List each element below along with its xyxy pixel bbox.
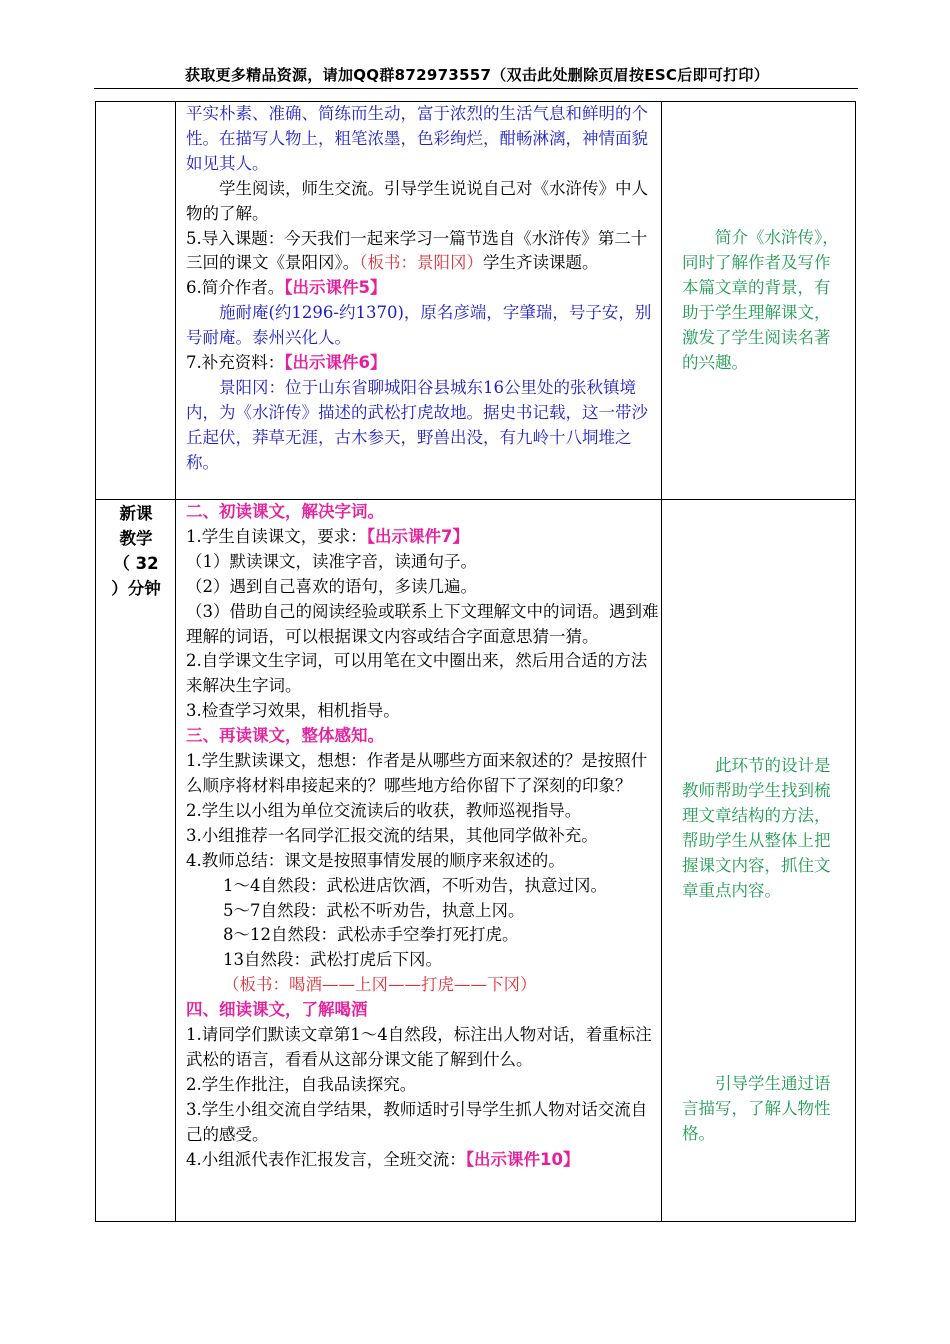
- paragraph: 4.小组派代表作汇报发言，全班交流：【出示课件10】: [186, 1149, 580, 1169]
- stage-label: ）分钟: [111, 579, 161, 598]
- paragraph: 3.检查学习效果，相机指导。: [186, 701, 400, 721]
- slide-tag: 【出示课件6】: [284, 353, 387, 373]
- design-note: 此环节的设计是教师帮助学生找到梳理文章结构的方法，帮助学生从整体上把握课文内容，抓住文章重点内容。: [682, 756, 831, 900]
- paragraph: （1）默读课文，读准字音，读通句子。: [186, 551, 477, 571]
- paragraph: 平实朴素、准确、简练而生动，富于浓烈的生活气息和鲜明的个性。在描写人物上，粗笔浓墨，色彩绚烂，酣畅淋漓，神情面貌如见其人。: [186, 104, 648, 173]
- stage-label: （ 32: [113, 554, 159, 573]
- table-row: [96, 102, 856, 500]
- stage-cell: [96, 500, 176, 1222]
- design-note: 引导学生通过语言描写，了解人物性格。: [682, 1074, 831, 1143]
- stage-label: 新课: [119, 504, 153, 523]
- paragraph: 6.简介作者。【出示课件5】: [186, 278, 387, 298]
- slide-tag: 【出示课件5】: [284, 278, 387, 298]
- paragraph: 5.导入课题：今天我们一起来学习一篇节选自《水浒传》第二十三回的课文《景阳冈》。（板书：景阳冈）学生齐读课题。: [186, 228, 648, 273]
- paragraph: 3.小组推荐一名同学汇报交流的结果，其他同学做补充。: [186, 825, 598, 845]
- paragraph: 4.教师总结：课文是按照事情发展的顺序来叙述的。: [186, 850, 565, 870]
- process-cell: [176, 500, 662, 1222]
- paragraph: 8～12自然段：武松赤手空拳打死打虎。: [223, 925, 519, 945]
- design-intent-cell: [662, 500, 856, 1222]
- section-title: 四、细读课文，了解喝酒: [186, 1000, 368, 1020]
- paragraph: 5～7自然段：武松不听劝告，执意上冈。: [223, 900, 525, 920]
- design-intent-cell: [662, 102, 856, 500]
- section-title: 三、再读课文，整体感知。: [186, 726, 384, 746]
- paragraph: 7.补充资料：【出示课件6】: [186, 353, 387, 373]
- paragraph: 2.学生作批注，自我品读探究。: [186, 1074, 417, 1094]
- paragraph: 1.请同学们默读文章第1～4自然段，标注出人物对话，着重标注武松的语言，看看从这部分课文能了解到什么。: [186, 1025, 652, 1069]
- stage-label: 教学: [119, 529, 153, 548]
- paragraph: 景阳冈：位于山东省聊城阳谷县城东16公里处的张秋镇境内，为《水浒传》描述的武松打虎故地。据史书记载，这一带沙丘起伏，莽草无涯，古木参天，野兽出没，有九岭十八垌堆之称。: [186, 377, 648, 472]
- paragraph: 1.学生自读课文，要求：【出示课件7】: [186, 526, 469, 546]
- process-cell: [176, 102, 662, 500]
- lesson-table: [95, 101, 856, 1222]
- slide-tag: 【出示课件10】: [465, 1149, 580, 1169]
- paragraph: 1～4自然段：武松进店饮酒，不听劝告，执意过冈。: [223, 875, 607, 895]
- header-rule: [94, 88, 858, 89]
- paragraph: 施耐庵(约1296-约1370)，原名彦端，字肇瑞，号子安，别号耐庵。泰州兴化人。: [186, 303, 652, 348]
- stage-cell: [96, 102, 176, 500]
- table-row: [96, 500, 856, 1222]
- slide-tag: 【出示课件7】: [366, 526, 469, 546]
- paragraph: 学生阅读，师生交流。引导学生说说自己对《水浒传》中人物的了解。: [186, 178, 648, 223]
- board-note: （板书：喝酒——上冈——打虎——下冈）: [223, 975, 537, 995]
- paragraph: 2.自学课文生字词，可以用笔在文中圈出来，然后用合适的方法来解决生字词。: [186, 651, 648, 696]
- board-note: （板书：景阳冈）: [359, 253, 483, 273]
- paragraph: 3.学生小组交流自学结果，教师适时引导学生抓人物对话交流自己的感受。: [186, 1099, 648, 1144]
- paragraph: （2）遇到自己喜欢的语句，多读几遍。: [186, 576, 477, 596]
- design-note: 简介《水浒传》，同时了解作者及写作本篇文章的背景，有助于学生理解课文，激发了学生阅读名著的兴趣。: [682, 228, 839, 372]
- paragraph: （3）借助自己的阅读经验或联系上下文理解文中的词语。遇到难理解的词语，可以根据课文内容或结合字面意思猜一猜。: [186, 601, 659, 646]
- page-header: 获取更多精品资源，请加QQ群872973557（双击此处删除页眉按ESC后即可打印）: [184, 66, 770, 84]
- paragraph: 2.学生以小组为单位交流读后的收获，教师巡视指导。: [186, 800, 582, 820]
- paragraph: 1.学生默读课文，想想：作者是从哪些方面来叙述的？是按照什么顺序将材料串接起来的？哪些地方给你留下了深刻的印象？: [186, 751, 648, 795]
- paragraph: 13自然段：武松打虎后下冈。: [223, 950, 442, 970]
- section-title: 二、初读课文，解决字词。: [186, 502, 384, 521]
